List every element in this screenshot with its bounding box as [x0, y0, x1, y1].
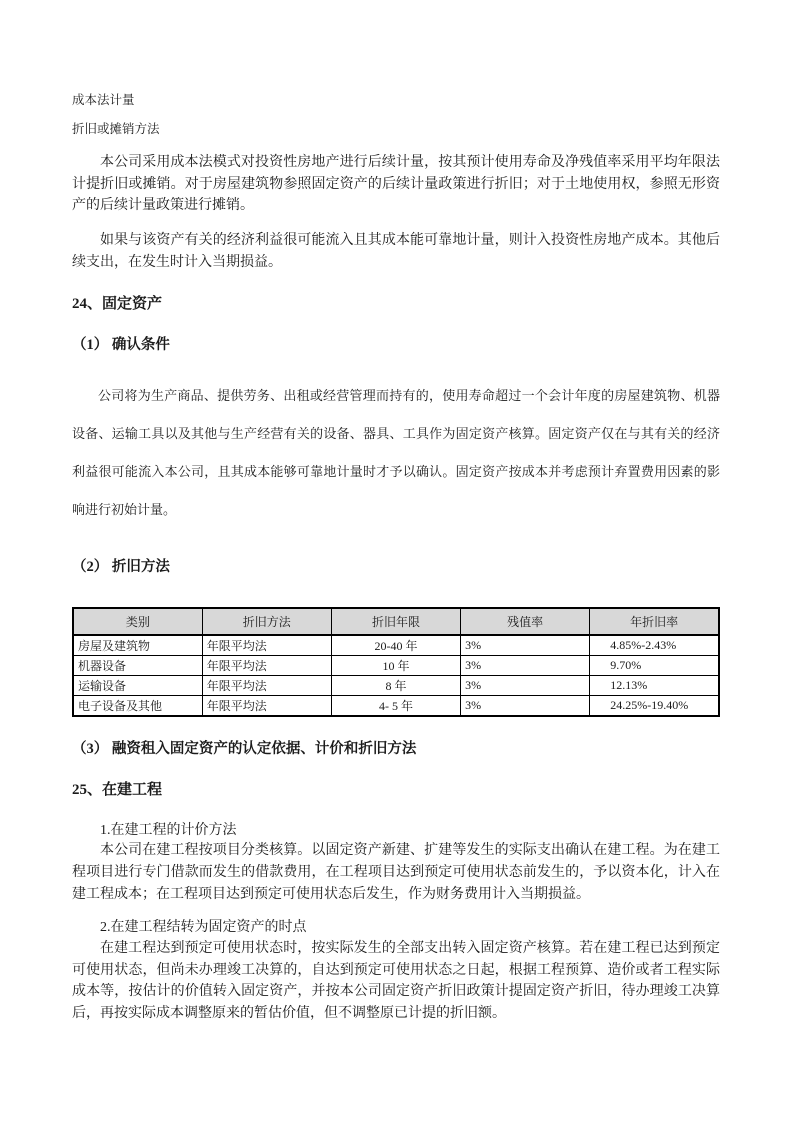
intro-paragraph-1: 本公司采用成本法模式对投资性房地产进行后续计量，按其预计使用寿命及净残值率采用平均年限法计提折旧或摊销。对于房屋建筑物参照固定资产的后续计量政策进行折旧；对于土地使用权，参照无形资产的后续计量政策进行摊销。: [72, 155, 720, 214]
cell-useful-life: 20-40 年: [331, 635, 460, 656]
section-25-item1-title: 1.在建工程的计价方法: [100, 822, 237, 838]
intro-paragraph-2: 如果与该资产有关的经济利益很可能流入且其成本能可靠地计量，则计入投资性房地产成本。其他后续支出，在发生时计入当期损益。: [72, 233, 720, 270]
depreciation-method-label: 折旧或摊销方法: [72, 122, 160, 136]
header-annual-rate: 年折旧率: [590, 608, 719, 635]
section-24-sub2-title: （2） 折旧方法: [72, 558, 170, 575]
depreciation-table-container: [72, 607, 720, 717]
cell-useful-life: 10 年: [331, 656, 460, 676]
table-header-row: [73, 608, 719, 635]
table-row: [73, 676, 719, 696]
cell-annual-rate: 9.70%: [590, 656, 719, 676]
header-useful-life: 折旧年限: [331, 608, 460, 635]
recognition-paragraph: 公司将为生产商品、提供劳务、出租或经营管理而持有的，使用寿命超过一个会计年度的房屋建筑物、机器设备、运输工具以及其他与生产经营有关的设备、器具、工具作为固定资产核算。固定资产仅在与其有关的经济利益很可能流入本公司，且其成本能够可靠地计量时才予以确认。固定资产按成本并考虑预计弃置费用因素的影响进行初始计量。: [72, 387, 720, 517]
section-24-title: 24、固定资产: [72, 296, 163, 313]
cell-category: 机器设备: [73, 656, 202, 676]
cip-valuation-paragraph: 本公司在建工程按项目分类核算。以固定资产新建、扩建等发生的实际支出确认在建工程。为在建工程项目进行专门借款而发生的借款费用，在工程项目达到预定可使用状态前发生的，予以资本化，计入在建工程成本；在工程项目达到预定可使用状态后发生，作为财务费用计入当期损益。: [72, 843, 720, 902]
cell-category: 电子设备及其他: [73, 696, 202, 717]
cell-annual-rate: 12.13%: [590, 676, 719, 696]
cell-useful-life: 8 年: [331, 676, 460, 696]
cell-residual-rate: 3%: [461, 676, 590, 696]
section-24-sub1-title: （1） 确认条件: [72, 337, 170, 354]
cell-annual-rate: 24.25%-19.40%: [590, 696, 719, 717]
cell-method: 年限平均法: [202, 635, 331, 656]
cell-method: 年限平均法: [202, 696, 331, 717]
cost-method-label: 成本法计量: [72, 93, 135, 107]
section-25-item2-title: 2.在建工程结转为固定资产的时点: [100, 920, 307, 936]
header-category: 类别: [73, 608, 202, 635]
section-24-sub3-title: （3） 融资租入固定资产的认定依据、计价和折旧方法: [72, 741, 417, 758]
section-25-title: 25、在建工程: [72, 781, 163, 798]
cell-residual-rate: 3%: [461, 656, 590, 676]
header-method: 折旧方法: [202, 608, 331, 635]
cell-residual-rate: 3%: [461, 635, 590, 656]
cell-method: 年限平均法: [202, 656, 331, 676]
cip-transfer-paragraph: 在建工程达到预定可使用状态时，按实际发生的全部支出转入固定资产核算。若在建工程已达到预定可使用状态，但尚未办理竣工决算的，自达到预定可使用状态之日起，根据工程预算、造价或者工程实际成本等，按估计的价值转入固定资产，并按本公司固定资产折旧政策计提固定资产折旧，待办理竣工决算后，再按实际成本调整原来的暂估价值，但不调整原已计提的折旧额。: [72, 940, 720, 1021]
table-row: [73, 635, 719, 656]
table-row: [73, 696, 719, 717]
depreciation-table-head: [73, 608, 719, 635]
cell-residual-rate: 3%: [461, 696, 590, 717]
cell-useful-life: 4- 5 年: [331, 696, 460, 717]
depreciation-table-body: [73, 635, 719, 716]
cell-method: 年限平均法: [202, 676, 331, 696]
header-residual-rate: 残值率: [461, 608, 590, 635]
table-row: [73, 656, 719, 676]
cell-category: 房屋及建筑物: [73, 635, 202, 656]
cell-category: 运输设备: [73, 676, 202, 696]
cell-annual-rate: 4.85%-2.43%: [590, 635, 719, 656]
depreciation-table: [72, 607, 720, 717]
